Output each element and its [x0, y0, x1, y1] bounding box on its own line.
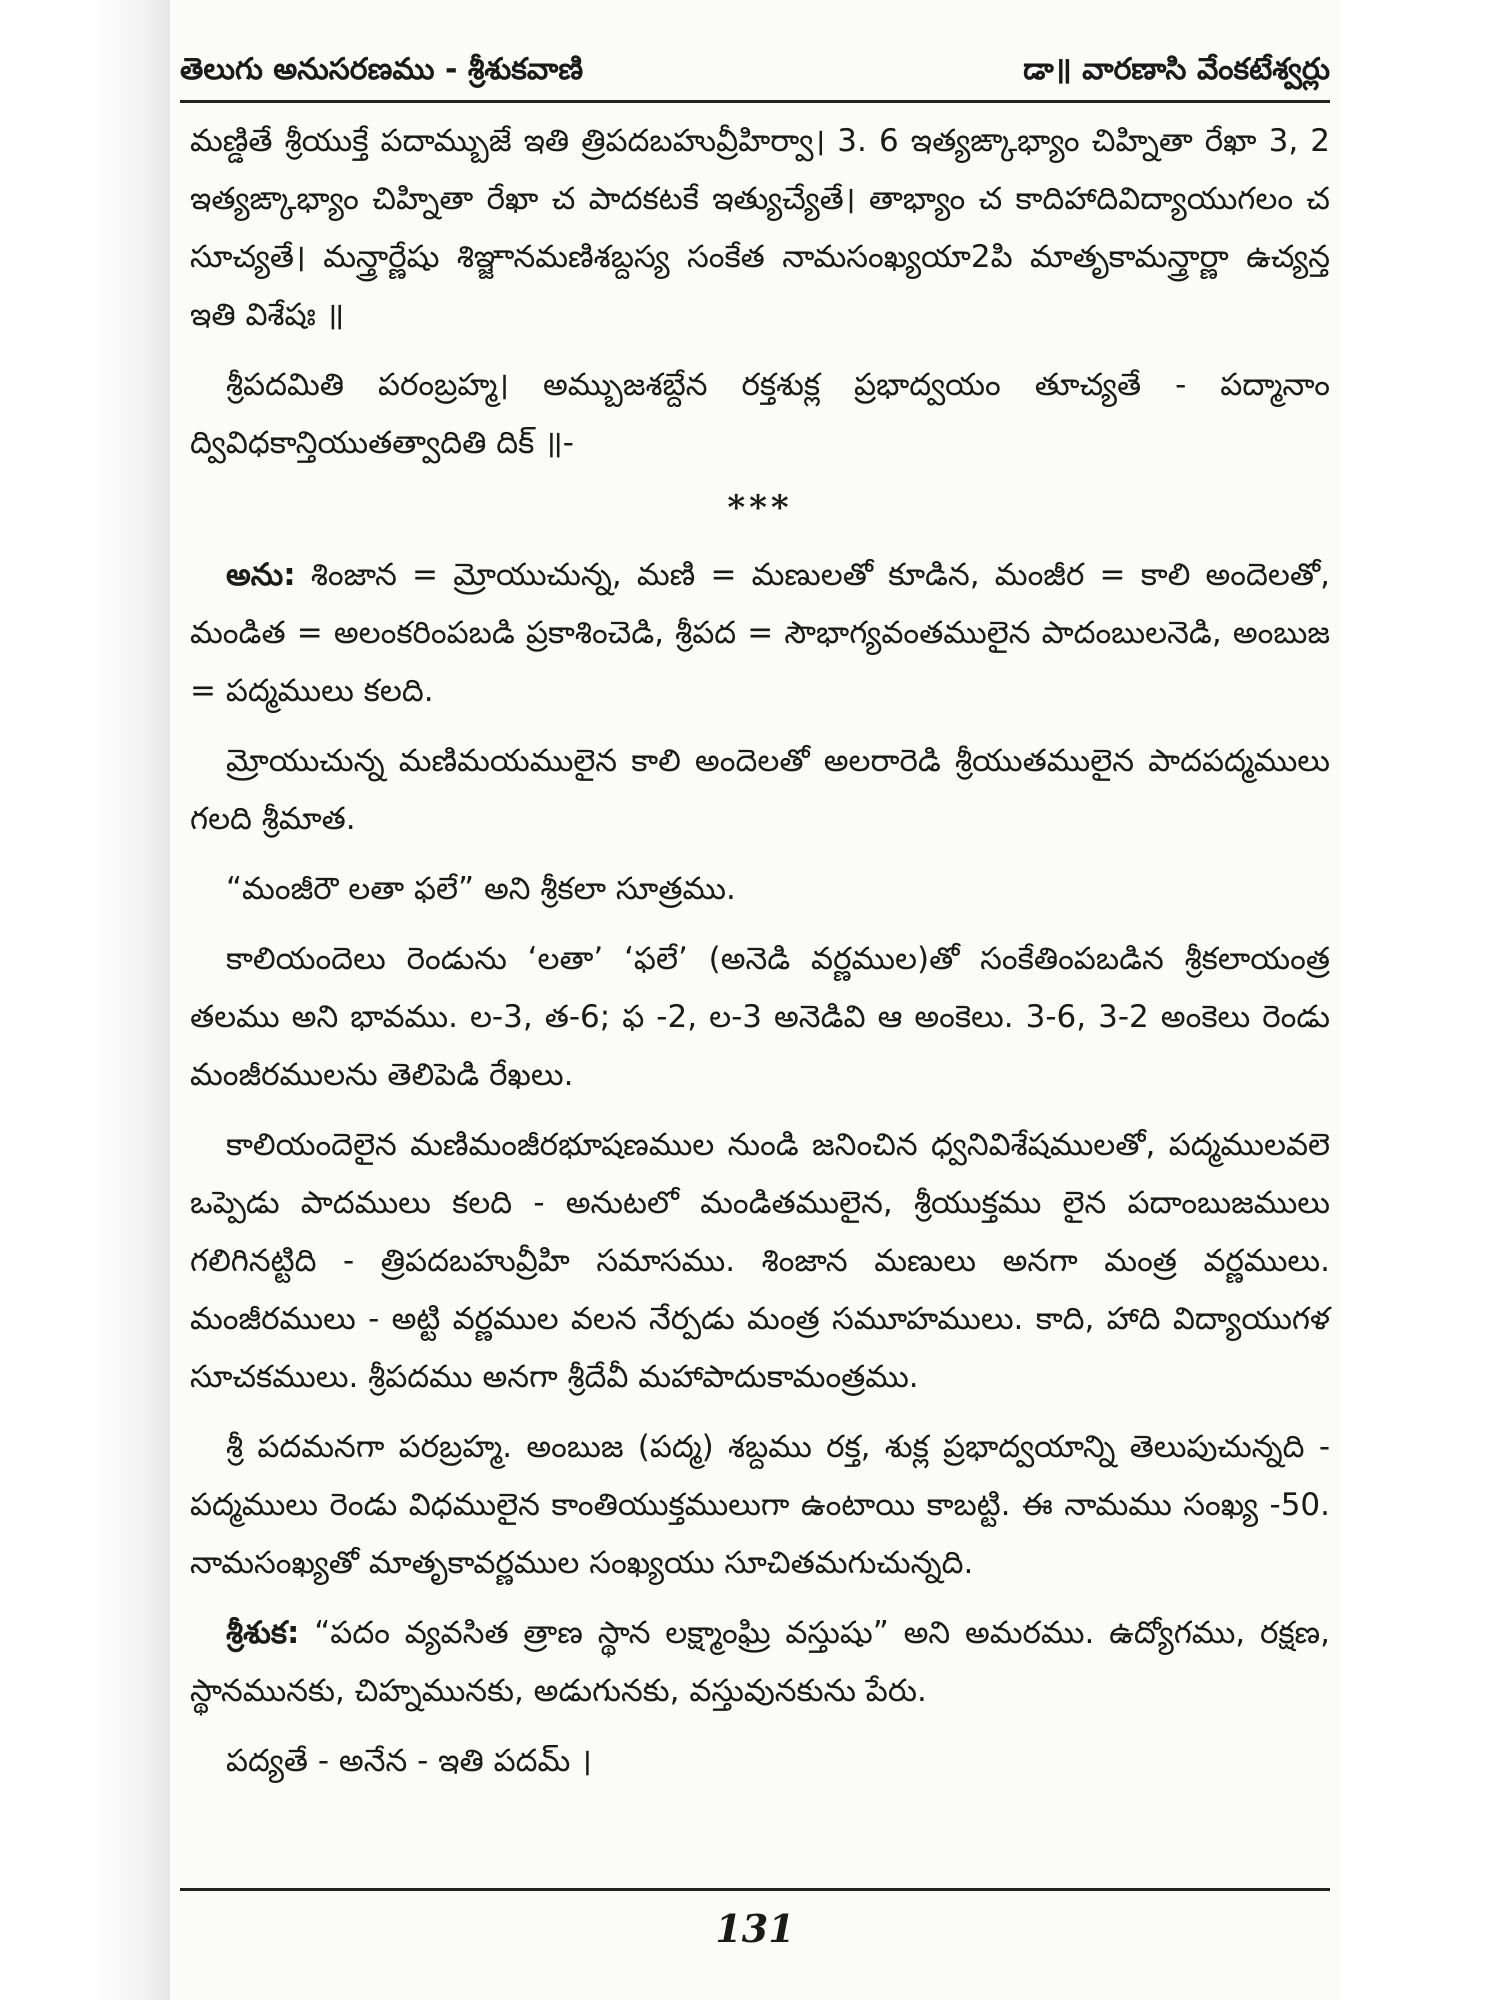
shrishuka-term-label: శ్రీశుక:	[226, 1615, 300, 1651]
meaning-paragraph	[190, 732, 1330, 848]
sutra-quote-paragraph	[190, 860, 1330, 918]
samasa-explanation-paragraph	[190, 1116, 1330, 1406]
paragraph-text: మ్రోయుచున్న మణిమయములైన కాలి అందెలతో అలరారెడి శ్రీయుతములైన పాదపద్మములు గలది శ్రీమాత.	[190, 743, 1330, 837]
sanskrit-commentary-paragraph-1	[190, 112, 1330, 344]
anu-paragraph	[190, 546, 1330, 720]
footer-rule	[180, 1888, 1330, 1891]
section-separator	[190, 484, 1330, 532]
paragraph-text: శ్రీపదమితి పరంబ్రహ్మ। అమ్బుజశబ్దేన రక్తశుక్ల ప్రభాద్వయం తూచ్యతే - పద్మానాం ద్వివిధకాన్తియుతత్వాదితి దిక్ ॥-	[190, 367, 1330, 461]
paragraph-text: కాలియందెలైన మణిమంజీరభూషణముల నుండి జనించిన ధ్వనివిశేషములతో, పద్మములవలె ఒప్పెడు పాదములు కలది - అనుటలో మండితములైన, శ్రీయుక్తము లైన పదాంబుజములు గలిగినట్టిది - త్రిపదబహువ్రీహి సమాసము. శింజాన మణులు అనగా మంత్ర వర్ణములు. మంజీరములు - అట్టి వర్ణముల వలన నేర్పడు మంత్ర సమూహములు. కాది, హాది విద్యాయుగళ సూచకములు. శ్రీపదము అనగా శ్రీదేవీ మహాపాదుకామంత్రము.	[190, 1127, 1330, 1395]
page-number: 131	[715, 1906, 795, 1951]
padam-etymology-paragraph	[190, 1732, 1330, 1790]
left-binding-margin	[0, 0, 170, 2000]
header-book-title: తెలుగు అనుసరణము - శ్రీశుకవాణి	[180, 52, 584, 87]
paragraph-text: శ్రీ పదమనగా పరబ్రహ్మ. అంబుజ (పద్మ) శబ్దము రక్త, శుక్ల ప్రభాద్వయాన్ని తెలుపుచున్నది - పద్మములు రెండు విధములైన కాంతియుక్తములుగా ఉంటాయి కాబట్టి. ఈ నామము సంఖ్య -50. నామసంఖ్యతో మాతృకావర్ణముల సంఖ్యయు సూచితమగుచున్నది.	[190, 1429, 1330, 1581]
paragraph-text: “పదం వ్యవసిత త్రాణ స్థాన లక్ష్మాంఘ్రి వస్తుషు” అని అమరము. ఉద్యోగము, రక్షణ, స్థానమునకు, చిహ్నమునకు, అడుగునకు, వస్తువునకును పేరు.	[190, 1615, 1330, 1709]
header-author: డా॥ వారణాసి వేంకటేశ్వర్లు	[1023, 52, 1330, 87]
header-rule	[180, 100, 1330, 103]
paragraph-text: శింజాన = మ్రోయుచున్న, మణి = మణులతో కూడిన, మంజీర = కాలి అందెలతో, మండిత = అలంకరింపబడి ప్రకాశించెడి, శ్రీపద = సౌభాగ్యవంతములైన పాదంబులనెడి, అంబుజ = పద్మములు కలది.	[190, 557, 1330, 709]
paragraph-text: కాలియందెలు రెండును ‘లతా’ ‘ఫలే’ (అనెడి వర్ణముల)తో సంకేతింపబడిన శ్రీకలాయంత్ర తలము అని భావము. ల-3, త-6; ఫ -2, ల-3 అనెడివి ఆ అంకెలు. 3-6, 3-2 అంకెలు రెండు మంజీరములను తెలిపెడి రేఖలు.	[190, 941, 1330, 1093]
right-margin	[1340, 0, 1500, 2000]
page-body	[190, 112, 1330, 1802]
paragraph-text: పద్యతే - అనేన - ఇతి పదమ్ ।	[226, 1743, 592, 1779]
anu-term-label: అను:	[226, 557, 296, 593]
separator-stars: ***	[727, 488, 793, 528]
anklet-explanation-paragraph	[190, 930, 1330, 1104]
parabrahma-paragraph	[190, 1418, 1330, 1592]
paragraph-text: “మంజీరౌ లతా ఫలే” అని శ్రీకలా సూత్రము.	[226, 871, 736, 907]
sanskrit-commentary-paragraph-2	[190, 356, 1330, 472]
running-header	[180, 52, 1330, 102]
shrishuka-paragraph	[190, 1604, 1330, 1720]
paragraph-text: మణ్డితే శ్రీయుక్తే పదామ్బుజే ఇతి త్రిపదబహువ్రీహిర్వా। 3. 6 ఇత్యఙ్కాభ్యాం చిహ్నితా రేఖా 3, 2 ఇత్యఙ్కాభ్యాం చిహ్నితా రేఖా చ పాదకటకే ఇత్యుచ్యేతే। తాభ్యాం చ కాదిహాదివిద్యాయుగలం చ సూచ్యతే। మన్త్రార్ణేషు శిఞ్జానమణిశబ్దస్య సంకేత నామసంఖ్యయా2పి మాతృకామన్త్రార్ణా ఉచ్యన్త ఇతి విశేషః ॥	[190, 123, 1330, 333]
